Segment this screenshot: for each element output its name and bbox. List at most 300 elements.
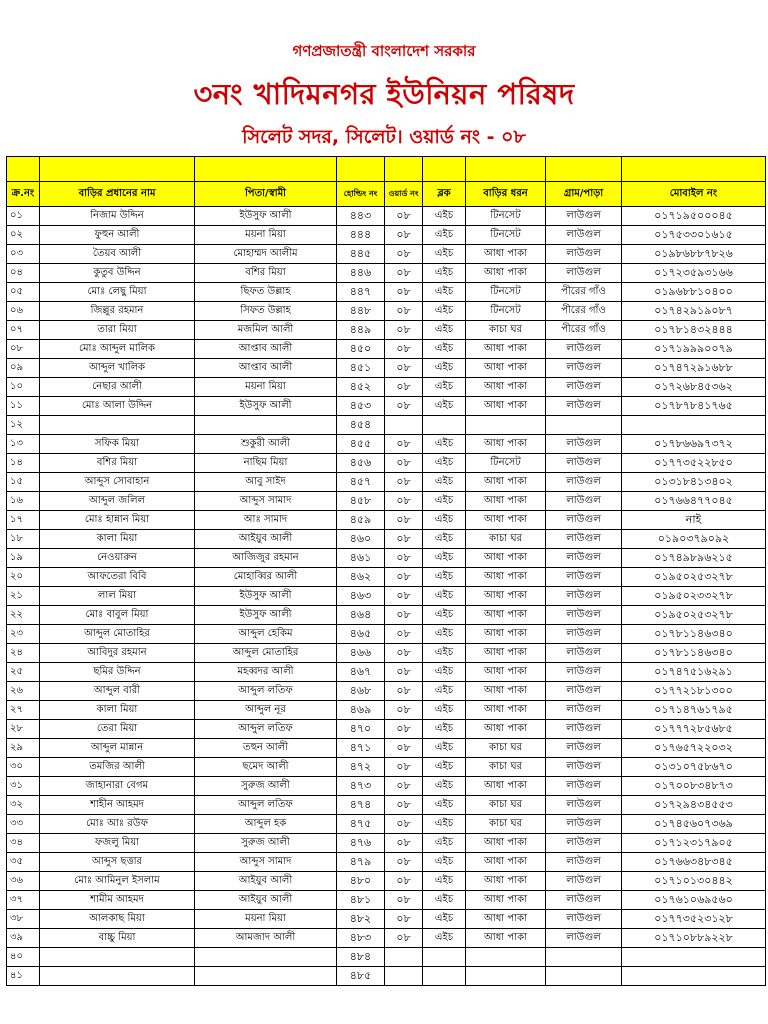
holding-cell: ৪৭৫ (337, 815, 385, 834)
mobile-cell: ০১৭৮১১৪৬৩৪০ (622, 644, 766, 663)
ward-cell: ০৮ (385, 283, 423, 302)
serial-cell: ২৬ (7, 682, 40, 701)
village-cell: লাউগুল (546, 834, 622, 853)
household-register-table (6, 156, 766, 986)
holding-cell: ৪৫১ (337, 359, 385, 378)
mobile-cell: ০১৭৪৫৬০৭৩৬৯ (622, 815, 766, 834)
holding-cell: ৪৪৩ (337, 207, 385, 226)
father-husband-cell: মজমিল আলী (195, 321, 337, 340)
mobile-cell (622, 416, 766, 435)
block-cell: এইচ (423, 302, 466, 321)
head-name-cell: আব্দুল মোতাহির (40, 625, 195, 644)
ward-cell: ০৮ (385, 606, 423, 625)
mobile-cell: ০১৭৬৫৭২২০৩২ (622, 739, 766, 758)
serial-cell: ০৮ (7, 340, 40, 359)
table-row (7, 606, 766, 625)
ward-cell: ০৮ (385, 758, 423, 777)
mobile-cell: ০১৭৬৬৩৪৮৩৪৫ (622, 853, 766, 872)
holding-cell: ৪৭৬ (337, 834, 385, 853)
village-cell: লাউগুল (546, 777, 622, 796)
table-row (7, 720, 766, 739)
holding-cell: ৪৭৯ (337, 853, 385, 872)
village-cell (546, 948, 622, 967)
block-cell: এইচ (423, 226, 466, 245)
holding-cell: ৪৪৯ (337, 321, 385, 340)
table-row (7, 625, 766, 644)
table-row (7, 853, 766, 872)
serial-cell: ১৭ (7, 511, 40, 530)
village-cell: লাউগুল (546, 435, 622, 454)
mobile-cell: ০১৭২৬৮৪৫৩৬২ (622, 378, 766, 397)
table-row (7, 359, 766, 378)
house-type-cell: আধা পাকা (466, 492, 546, 511)
ward-cell: ০৮ (385, 739, 423, 758)
village-cell: লাউগুল (546, 815, 622, 834)
serial-cell: ১৬ (7, 492, 40, 511)
village-cell: লাউগুল (546, 682, 622, 701)
table-row (7, 473, 766, 492)
village-cell: লাউগুল (546, 378, 622, 397)
block-cell: এইচ (423, 853, 466, 872)
holding-cell: ৪৪৭ (337, 283, 385, 302)
house-type-cell: আধা পাকা (466, 245, 546, 264)
ward-cell: ০৮ (385, 891, 423, 910)
mobile-cell: ০১৯০৩৭৯০৯২ (622, 530, 766, 549)
blank-header-row (7, 157, 766, 182)
village-cell: লাউগুল (546, 720, 622, 739)
block-cell: এইচ (423, 207, 466, 226)
ward-cell: ০৮ (385, 682, 423, 701)
house-type-cell (466, 967, 546, 986)
mobile-cell: ০১৯৫০২৫৩২৭৮ (622, 568, 766, 587)
ward-cell: ০৮ (385, 321, 423, 340)
serial-cell: ২৯ (7, 739, 40, 758)
house-type-cell: টিনসেট (466, 207, 546, 226)
block-cell: এইচ (423, 340, 466, 359)
location-ward-title: সিলেট সদর, সিলেট। ওয়ার্ড নং - ০৮ (242, 126, 526, 148)
holding-cell: ৪৬৩ (337, 587, 385, 606)
mobile-cell: ০১৭৪৯৮৯৬২১৫ (622, 549, 766, 568)
block-cell: এইচ (423, 682, 466, 701)
father-husband-cell: আব্দুস সামাদ (195, 853, 337, 872)
father-husband-cell: আব্দুল হক (195, 815, 337, 834)
father-husband-cell: আইয়ুব আলী (195, 872, 337, 891)
house-type-cell: আধা পাকা (466, 625, 546, 644)
table-row (7, 511, 766, 530)
holding-cell: ৪৫৬ (337, 454, 385, 473)
serial-cell: ৪১ (7, 967, 40, 986)
head-name-cell: মোঃ লেছু মিয়া (40, 283, 195, 302)
village-cell: লাউগুল (546, 264, 622, 283)
father-husband-cell: আপ্তাব আলী (195, 359, 337, 378)
serial-cell: ১৫ (7, 473, 40, 492)
block-cell: এইচ (423, 777, 466, 796)
head-name-cell: মোঃ আঃ রউফ (40, 815, 195, 834)
table-row (7, 682, 766, 701)
serial-cell: ২৭ (7, 701, 40, 720)
father-husband-cell: আব্দুস সামাদ (195, 492, 337, 511)
head-name-cell: ছমির উদ্দিন (40, 663, 195, 682)
block-cell: এইচ (423, 549, 466, 568)
ward-cell: ০৮ (385, 245, 423, 264)
village-cell: লাউগুল (546, 625, 622, 644)
serial-cell: ২৪ (7, 644, 40, 663)
house-type-cell: টিনসেট (466, 454, 546, 473)
serial-cell: ০৩ (7, 245, 40, 264)
house-type-cell: আধা পাকা (466, 872, 546, 891)
house-type-cell: কাচা ঘর (466, 739, 546, 758)
father-husband-cell: ময়না মিয়া (195, 226, 337, 245)
head-name-cell: আব্দুল মান্নান (40, 739, 195, 758)
table-row (7, 435, 766, 454)
father-husband-cell (195, 967, 337, 986)
mobile-cell: ০১৭১০১৩০৪৪২ (622, 872, 766, 891)
father-husband-cell: বশির মিয়া (195, 264, 337, 283)
house-type-cell: টিনসেট (466, 226, 546, 245)
ward-cell: ০৮ (385, 853, 423, 872)
mobile-cell: ০১৭৮৭৮৪১৭৬৫ (622, 397, 766, 416)
head-name-cell: জাহানারা বেগম (40, 777, 195, 796)
block-cell: এইচ (423, 929, 466, 948)
serial-cell: ১২ (7, 416, 40, 435)
holding-cell: ৪৬৪ (337, 606, 385, 625)
block-cell: এইচ (423, 321, 466, 340)
head-name-cell: লাল মিয়া (40, 587, 195, 606)
house-type-cell: টিনসেট (466, 302, 546, 321)
serial-cell: ১৮ (7, 530, 40, 549)
father-husband-cell: তহুন আলী (195, 739, 337, 758)
serial-cell: ৩৯ (7, 929, 40, 948)
village-cell: লাউগুল (546, 910, 622, 929)
head-name-cell: আব্দুল জলিল (40, 492, 195, 511)
serial-cell: ১৩ (7, 435, 40, 454)
table-row (7, 416, 766, 435)
village-cell: পীরের গাঁও (546, 283, 622, 302)
house-type-cell: আধা পাকা (466, 891, 546, 910)
village-cell: লাউগুল (546, 663, 622, 682)
table-row (7, 663, 766, 682)
holding-cell: ৪৫৩ (337, 397, 385, 416)
village-cell: পীরের গাঁও (546, 302, 622, 321)
village-cell: লাউগুল (546, 853, 622, 872)
ward-cell: ০৮ (385, 568, 423, 587)
house-type-cell: আধা পাকা (466, 359, 546, 378)
village-cell: লাউগুল (546, 701, 622, 720)
mobile-cell: ০১৭৫৩৩০১৬১৫ (622, 226, 766, 245)
column-header: হোল্ডিং নং (337, 182, 385, 207)
village-cell: লাউগুল (546, 929, 622, 948)
head-name-cell: মোঃ বাবুল মিয়া (40, 606, 195, 625)
block-cell (423, 967, 466, 986)
father-husband-cell: সুরুজ আলী (195, 777, 337, 796)
column-header: ব্লক (423, 182, 466, 207)
house-type-cell: কাচা ঘর (466, 815, 546, 834)
table-row (7, 283, 766, 302)
holding-cell: ৪৫৭ (337, 473, 385, 492)
serial-cell: ১০ (7, 378, 40, 397)
block-cell: এইচ (423, 245, 466, 264)
village-cell: লাউগুল (546, 340, 622, 359)
serial-cell: ১৪ (7, 454, 40, 473)
house-type-cell: আধা পাকা (466, 549, 546, 568)
holding-cell: ৪৬৫ (337, 625, 385, 644)
holding-cell: ৪৭৪ (337, 796, 385, 815)
village-cell: লাউগুল (546, 511, 622, 530)
block-cell: এইচ (423, 568, 466, 587)
serial-cell: ৩৩ (7, 815, 40, 834)
table-row (7, 815, 766, 834)
father-husband-cell: আব্দুল লতিফ (195, 720, 337, 739)
mobile-cell: ০১৭৬১০৬৯৫৬০ (622, 891, 766, 910)
ward-cell: ০৮ (385, 226, 423, 245)
village-cell: লাউগুল (546, 739, 622, 758)
village-cell: লাউগুল (546, 872, 622, 891)
serial-cell: ৩৬ (7, 872, 40, 891)
mobile-cell: ০১৭১৪৭৬১৭৯৫ (622, 701, 766, 720)
house-type-cell: কাচা ঘর (466, 530, 546, 549)
mobile-cell: ০১৩১০৭৫৮৬৭০ (622, 758, 766, 777)
head-name-cell (40, 948, 195, 967)
serial-cell: ২৩ (7, 625, 40, 644)
village-cell: লাউগুল (546, 587, 622, 606)
ward-cell: ০৮ (385, 701, 423, 720)
ward-cell: ০৮ (385, 302, 423, 321)
mobile-cell: ০১৯৮৬৮৮৭৮২৬ (622, 245, 766, 264)
house-type-cell: আধা পাকা (466, 511, 546, 530)
head-name-cell: শাহীন আহমদ (40, 796, 195, 815)
head-name-cell: মোঃ আলা উদ্দিন (40, 397, 195, 416)
column-header: ক্র.নং (7, 182, 40, 207)
ward-cell: ০৮ (385, 587, 423, 606)
father-husband-cell: আমজাদ আলী (195, 929, 337, 948)
block-cell: এইচ (423, 834, 466, 853)
village-cell (546, 416, 622, 435)
holding-cell: ৪৮৪ (337, 948, 385, 967)
father-husband-cell: আব্দুল নূর (195, 701, 337, 720)
mobile-cell: ০১৭৪৭৫১৬২৯১ (622, 663, 766, 682)
village-cell: পীরের গাঁও (546, 321, 622, 340)
union-council-title: ৩নং খাদিমনগর ইউনিয়ন পরিষদ (193, 77, 575, 111)
house-type-cell: আধা পাকা (466, 587, 546, 606)
father-husband-cell: ময়না মিয়া (195, 378, 337, 397)
village-cell: লাউগুল (546, 530, 622, 549)
head-name-cell: ফুহুন আলী (40, 226, 195, 245)
table-row (7, 910, 766, 929)
holding-cell: ৪৬২ (337, 568, 385, 587)
block-cell: এইচ (423, 435, 466, 454)
head-name-cell: নিজাম উদ্দিন (40, 207, 195, 226)
mobile-cell: ০১৭৭৩৫২৩১২৮ (622, 910, 766, 929)
father-husband-cell: মোহাব্বির আলী (195, 568, 337, 587)
house-type-cell: আধা পাকা (466, 910, 546, 929)
house-type-cell: আধা পাকা (466, 834, 546, 853)
head-name-cell (40, 967, 195, 986)
father-husband-cell: নাছিম মিয়া (195, 454, 337, 473)
table-row (7, 701, 766, 720)
house-type-cell (466, 416, 546, 435)
father-husband-cell (195, 416, 337, 435)
father-husband-cell: আব্দুল লতিফ (195, 682, 337, 701)
head-name-cell: আব্দুস ছত্তার (40, 853, 195, 872)
block-cell: এইচ (423, 511, 466, 530)
serial-cell: ০৬ (7, 302, 40, 321)
father-husband-cell: সিফত উল্লাহ (195, 302, 337, 321)
mobile-cell: ০১৯৫০২৩৩২৭৮ (622, 587, 766, 606)
mobile-cell: ০১৭৬৬৪৭৭০৪৫ (622, 492, 766, 511)
holding-cell: ৪৪৮ (337, 302, 385, 321)
ward-cell: ০৮ (385, 530, 423, 549)
table-row (7, 378, 766, 397)
father-husband-cell: ইউসুফ আলী (195, 397, 337, 416)
mobile-cell: ০১৭৪২৯১৯০৮৭ (622, 302, 766, 321)
table-row (7, 321, 766, 340)
ward-cell: ০৮ (385, 910, 423, 929)
column-header: বাড়ির প্রধানের নাম (40, 182, 195, 207)
table-row (7, 777, 766, 796)
mobile-cell: ০১৭৮১১৪৬৩৪০ (622, 625, 766, 644)
serial-cell: ৪০ (7, 948, 40, 967)
father-husband-cell: আঃ সামাদ (195, 511, 337, 530)
head-name-cell (40, 416, 195, 435)
serial-cell: ২০ (7, 568, 40, 587)
column-header: বাড়ির ধরন (466, 182, 546, 207)
father-husband-cell: আইয়ুব আলী (195, 891, 337, 910)
mobile-cell: ০১৭৪৭২৯১৬৮৮ (622, 359, 766, 378)
mobile-cell (622, 948, 766, 967)
serial-cell: ২২ (7, 606, 40, 625)
block-cell: এইচ (423, 397, 466, 416)
ward-cell: ০৮ (385, 834, 423, 853)
table-row (7, 302, 766, 321)
head-name-cell: আবিদুর রহমান (40, 644, 195, 663)
village-cell: লাউগুল (546, 454, 622, 473)
table-row (7, 967, 766, 986)
head-name-cell: তৈয়ব আলী (40, 245, 195, 264)
village-cell: লাউগুল (546, 758, 622, 777)
head-name-cell: বশির মিয়া (40, 454, 195, 473)
document-header (0, 0, 768, 156)
father-husband-cell: আবু সাইদ (195, 473, 337, 492)
village-cell: লাউগুল (546, 549, 622, 568)
holding-cell: ৪৭২ (337, 758, 385, 777)
table-row (7, 739, 766, 758)
mobile-cell: ০১৯৫০২৫৩২৭৮ (622, 606, 766, 625)
house-type-cell (466, 948, 546, 967)
serial-cell: ০৫ (7, 283, 40, 302)
head-name-cell: তমজির আলী (40, 758, 195, 777)
ward-cell: ০৮ (385, 872, 423, 891)
house-type-cell: আধা পাকা (466, 397, 546, 416)
serial-cell: ৩০ (7, 758, 40, 777)
holding-cell: ৪৮৩ (337, 929, 385, 948)
village-cell: লাউগুল (546, 359, 622, 378)
serial-cell: ০৭ (7, 321, 40, 340)
block-cell: এইচ (423, 796, 466, 815)
head-name-cell: নেছার আলী (40, 378, 195, 397)
block-cell: এইচ (423, 758, 466, 777)
mobile-cell: ০১৭১২৩১৭৯০৫ (622, 834, 766, 853)
house-type-cell: আধা পাকা (466, 777, 546, 796)
father-husband-cell: ইউসুফ আলী (195, 207, 337, 226)
father-husband-cell: আপ্তাব আলী (195, 340, 337, 359)
serial-cell: ২৫ (7, 663, 40, 682)
head-name-cell: মোঃ হান্নান মিয়া (40, 511, 195, 530)
serial-cell: ০৯ (7, 359, 40, 378)
table-row (7, 397, 766, 416)
head-name-cell: তারা মিয়া (40, 321, 195, 340)
holding-cell: ৪৫৪ (337, 416, 385, 435)
head-name-cell: কুতুব উদ্দিন (40, 264, 195, 283)
block-cell: এইচ (423, 606, 466, 625)
village-cell: লাউগুল (546, 891, 622, 910)
father-husband-cell: ইউসুফ আলী (195, 606, 337, 625)
block-cell: এইচ (423, 378, 466, 397)
mobile-cell: ০১৭২৯৪৩৪৫৫৩ (622, 796, 766, 815)
head-name-cell: আব্দুল খালিক (40, 359, 195, 378)
house-type-cell: আধা পাকা (466, 929, 546, 948)
block-cell: এইচ (423, 720, 466, 739)
mobile-cell: ০১৭২৩৫৯৩১৬৬ (622, 264, 766, 283)
ward-cell (385, 967, 423, 986)
holding-cell: ৪৮০ (337, 872, 385, 891)
mobile-cell: নাই (622, 511, 766, 530)
mobile-cell: ০১৭৭৭২৮৫৬৮৫ (622, 720, 766, 739)
holding-cell: ৪৮৫ (337, 967, 385, 986)
mobile-cell: ০১৩১৮৪১৩৪০২ (622, 473, 766, 492)
house-type-cell: আধা পাকা (466, 340, 546, 359)
serial-cell: ১৯ (7, 549, 40, 568)
table-row (7, 492, 766, 511)
holding-cell: ৪৬৮ (337, 682, 385, 701)
serial-cell: ০১ (7, 207, 40, 226)
holding-cell: ৪৪৬ (337, 264, 385, 283)
ward-cell: ০৮ (385, 435, 423, 454)
head-name-cell: জিল্লুর রহমান (40, 302, 195, 321)
ward-cell: ০৮ (385, 340, 423, 359)
head-name-cell: মোঃ আব্দুল মালিক (40, 340, 195, 359)
block-cell: এইচ (423, 530, 466, 549)
father-husband-cell: মোহাম্মদ আলীম (195, 245, 337, 264)
ward-cell: ০৮ (385, 796, 423, 815)
block-cell: এইচ (423, 815, 466, 834)
mobile-cell: ০১৭৮৬৬৯৭৩৭২ (622, 435, 766, 454)
ward-cell: ০৮ (385, 397, 423, 416)
block-cell: এইচ (423, 264, 466, 283)
house-type-cell: কাচা ঘর (466, 321, 546, 340)
ward-cell: ০৮ (385, 549, 423, 568)
holding-cell: ৪৪৪ (337, 226, 385, 245)
serial-cell: ১১ (7, 397, 40, 416)
holding-cell: ৪৬৭ (337, 663, 385, 682)
village-cell: লাউগুল (546, 644, 622, 663)
village-cell: লাউগুল (546, 245, 622, 264)
ward-cell: ০৮ (385, 207, 423, 226)
column-header: ওয়ার্ড নং (385, 182, 423, 207)
ward-cell: ০৮ (385, 815, 423, 834)
holding-cell: ৪৬০ (337, 530, 385, 549)
house-type-cell: আধা পাকা (466, 853, 546, 872)
father-husband-cell: সুরুজ আলী (195, 834, 337, 853)
head-name-cell: কালা মিয়া (40, 701, 195, 720)
block-cell: এইচ (423, 739, 466, 758)
ward-cell: ০৮ (385, 473, 423, 492)
mobile-cell: ০১৯৬৮৮১০৪০০ (622, 283, 766, 302)
head-name-cell: সফিক মিয়া (40, 435, 195, 454)
father-husband-cell: ময়না মিয়া (195, 910, 337, 929)
father-husband-cell: আইয়ুব আলী (195, 530, 337, 549)
house-type-cell: আধা পাকা (466, 644, 546, 663)
village-cell: লাউগুল (546, 606, 622, 625)
